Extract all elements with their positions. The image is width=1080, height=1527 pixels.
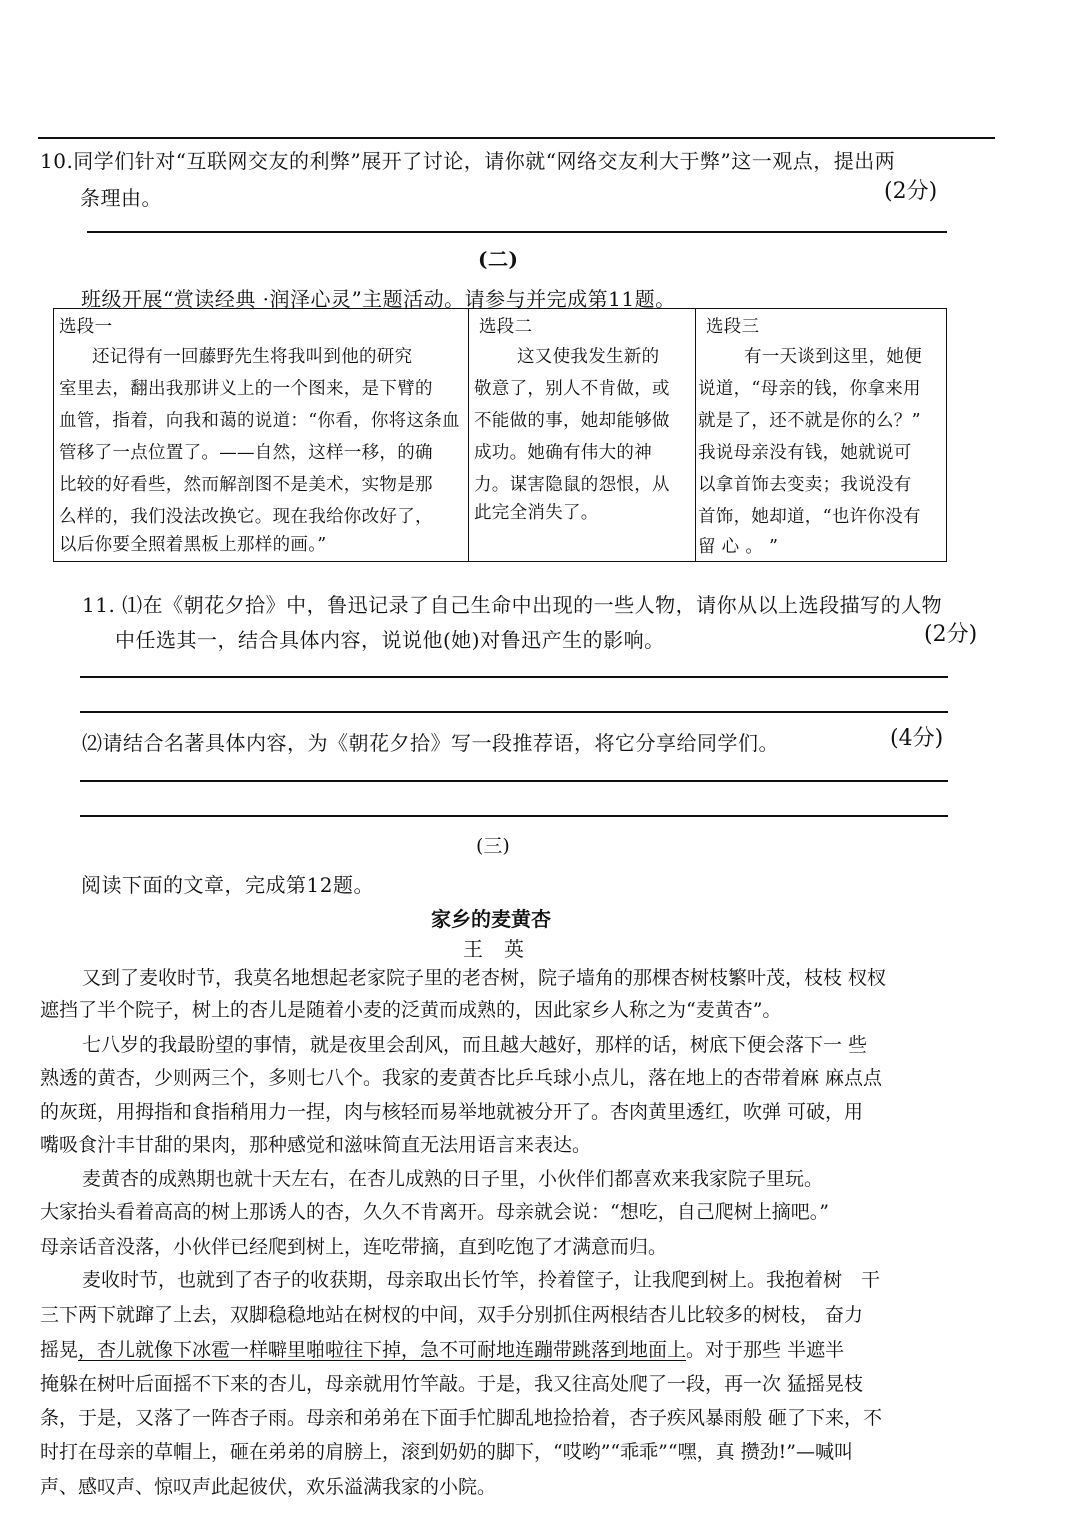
- q11-part2: ⑵请结合名著具体内容，为《朝花夕拾》写一段推荐语，将它分享给同学们。: [82, 731, 779, 755]
- passage-3-label: 选段三: [706, 317, 760, 337]
- q10-answer-line[interactable]: [87, 231, 947, 233]
- section2-intro: 班级开展“赏读经典 ·润泽心灵”主题活动。请参与并完成第11题。: [81, 287, 676, 311]
- article-line-underlined: [40, 1335, 844, 1362]
- article-line: 条，于是，又落了一阵杏子雨。母亲和弟弟在下面手忙脚乱地捡拾着，杏子疾风暴雨般 砸了下来，不: [40, 1407, 883, 1429]
- section3-intro: 阅读下面的文章，完成第12题。: [81, 873, 374, 897]
- passage-2-line: 不能做的事，她却能够做: [474, 411, 670, 431]
- section3-heading: (三): [476, 835, 510, 857]
- passage-3-line: 首饰，她却道，“也许你没有: [698, 507, 921, 527]
- article-line: 母亲话音没落，小伙伴已经爬到树上，连吃带摘，直到吃饱了才满意而归。: [40, 1236, 668, 1258]
- q11-answer-line[interactable]: [80, 711, 948, 713]
- q11-part1-score: (2分): [924, 622, 978, 647]
- passage-1-line: 管移了一点位置了。——自然，这样一移，的确: [59, 443, 433, 463]
- q10-line1: 10.同学们针对“互联网交友的利弊”展开了讨论，请你就“网络交友利大于弊”这一观点，提出两: [40, 149, 896, 173]
- q11-part2-score: (4分): [890, 726, 944, 751]
- passage-3-line: 就是了，还不就是你的么？”: [698, 411, 921, 431]
- passage-1-line: 血管，指着，向我和蔼的说道：“你看，你将这条血: [59, 411, 460, 431]
- passage-3-line: 有一天谈到这里，她便: [744, 347, 922, 367]
- article-text: 摇晃: [40, 1339, 79, 1361]
- article-line: 的灰斑，用拇指和食指稍用力一捏，肉与核轻而易举地就被分开了。杏肉黄里透红，吹弹 可破，用: [40, 1101, 864, 1123]
- article-line: 七八岁的我最盼望的事情，就是夜里会刮风，而且越大越好，那样的话，树底下便会落下一 些: [82, 1034, 868, 1056]
- passage-2-line: 敬意了，别人不肯做，或: [474, 379, 670, 399]
- article-line: 麦收时节，也就到了杏子的收获期，母亲取出长竹竿，拎着筐子，让我爬到树上。我抱着树 干: [82, 1269, 881, 1291]
- article-line: 熟透的黄杏，少则两三个，多则七八个。我家的麦黄杏比乒乓球小点儿，落在地上的杏带着麻 麻点点: [40, 1067, 883, 1089]
- q11-part1-line2: 中任选其一，结合具体内容，说说他(她)对鲁迅产生的影响。: [115, 628, 665, 652]
- article-line: 嘴吸食汁丰甘甜的果肉，那种感觉和滋味简直无法用语言来表达。: [40, 1134, 592, 1156]
- article-title: 家乡的麦黄杏: [431, 907, 551, 931]
- passage-1-line: 室里去，翻出我那讲义上的一个图来，是下臂的: [59, 379, 433, 399]
- article-underlined-sentence: ，杏儿就像下冰雹一样噼里啪啦往下掉，急不可耐地连蹦带跳落到地面上: [78, 1339, 687, 1361]
- article-line: 麦黄杏的成熟期也就十天左右，在杏儿成熟的日子里，小伙伴们都喜欢来我家院子里玩。: [82, 1168, 824, 1190]
- passage-3-line: 以拿首饰去变卖；我说没有: [698, 475, 912, 495]
- passage-2-line: 这又使我发生新的: [517, 347, 660, 367]
- passage-3: [696, 309, 947, 562]
- passage-1-line: 么样的，我们没法改换它。现在我给你改好了，: [59, 507, 433, 527]
- article-author: 王 英: [463, 937, 525, 961]
- passage-2: [469, 309, 696, 562]
- article-line: 三下两下就蹿了上去，双脚稳稳地站在树杈的中间，双手分别抓住两根结杏儿比较多的树枝， 奋力: [40, 1304, 864, 1326]
- q11-answer-line[interactable]: [80, 815, 948, 817]
- passage-2-line: 此完全消失了。: [474, 503, 599, 523]
- article-line: 遮挡了半个院子，树上的杏儿是随着小麦的泛黄而成熟的，因此家乡人称之为“麦黄杏”。: [40, 999, 782, 1021]
- passage-1-line: 还记得有一回藤野先生将我叫到他的研究: [92, 347, 413, 367]
- article-line: 又到了麦收时节，我莫名地想起老家院子里的老杏树，院子墙角的那棵杏树枝繁叶茂，枝枝 杈杈: [82, 967, 887, 989]
- q11-answer-line[interactable]: [80, 780, 948, 782]
- top-rule: [38, 137, 995, 139]
- article-line: 时打在母亲的草帽上，砸在弟弟的肩膀上，滚到奶奶的脚下，“哎哟”“乖乖”“嘿，真 攒劲!”—喊叫: [40, 1441, 853, 1463]
- passage-3-line: 说道，“母亲的钱，你拿来用: [698, 379, 921, 399]
- passage-2-label: 选段二: [479, 317, 533, 337]
- passage-1-line: 以后你要全照着黑板上那样的画。”: [59, 535, 327, 555]
- article-line: 掩躲在树叶后面摇不下来的杏儿，母亲就用竹竿敲。于是，我又往高处爬了一段，再一次 猛摇晃枝: [40, 1373, 864, 1395]
- passage-1: [54, 309, 469, 562]
- q11-answer-line[interactable]: [80, 676, 948, 678]
- article-line: 大家抬头看着高高的树上那诱人的杏，久久不肯离开。母亲就会说：“想吃，自己爬树上摘吧。”: [40, 1201, 829, 1223]
- section2-heading: (二): [478, 247, 519, 271]
- passage-2-line: 成功。她确有伟大的神: [474, 443, 652, 463]
- q10-score: (2分): [884, 179, 938, 204]
- passages-table: [53, 308, 947, 562]
- q10-line2: 条理由。: [80, 186, 162, 210]
- passage-1-line: 比较的好看些，然而解剖图不是美术，实物是那: [59, 475, 433, 495]
- passage-2-line: 力。谋害隐鼠的怨恨，从: [474, 475, 670, 495]
- passage-3-line: 我说母亲没有钱，她就说可: [698, 443, 912, 463]
- passage-1-label: 选段一: [59, 317, 113, 337]
- passage-3-line: 留 心 。 ”: [698, 537, 779, 557]
- q11-part1-line1: 11. ⑴在《朝花夕拾》中，鲁迅记录了自己生命中出现的一些人物，请你从以上选段描写的人物: [82, 593, 943, 617]
- article-line: 声、感叹声、惊叹声此起彼伏，欢乐溢满我家的小院。: [40, 1476, 497, 1498]
- article-text: 。对于那些 半遮半: [686, 1339, 845, 1361]
